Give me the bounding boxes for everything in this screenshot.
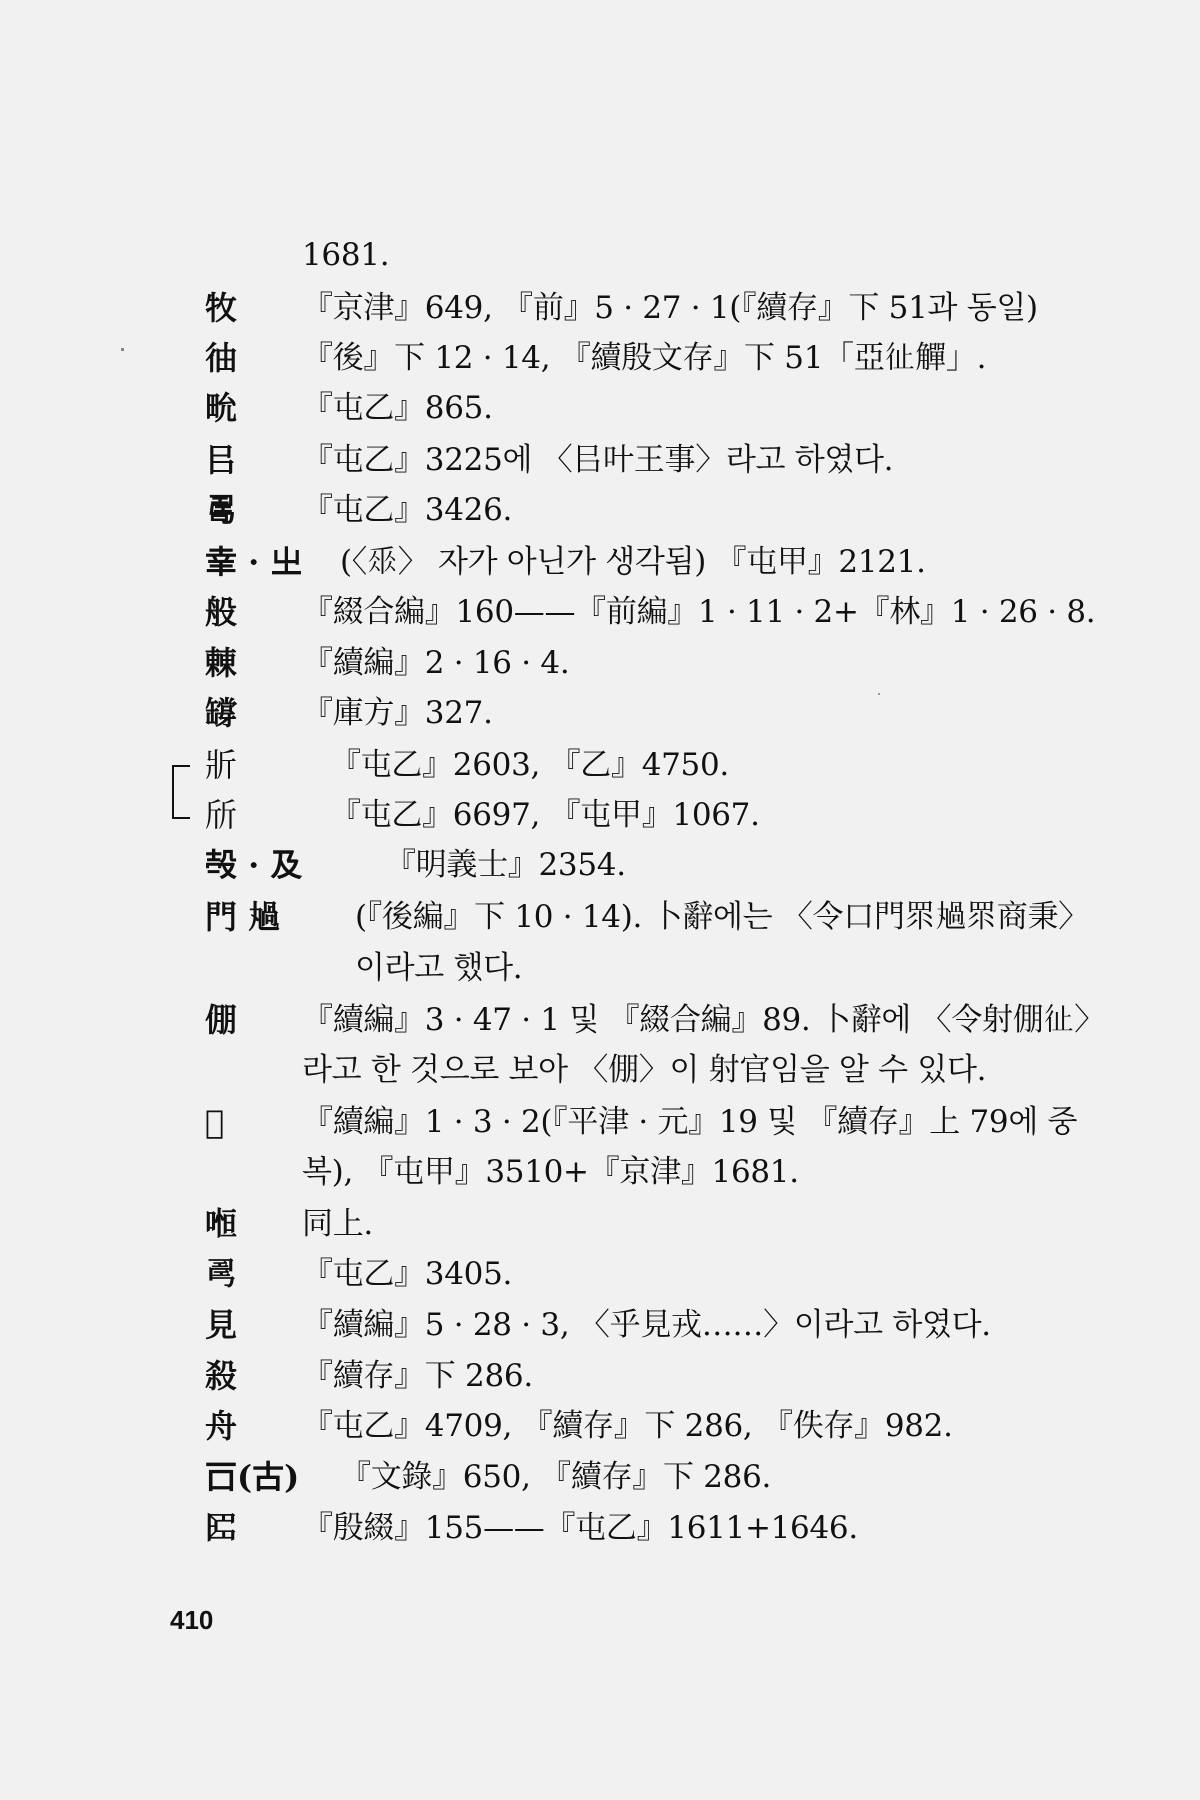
entry-text: 『殷綴』155——『屯乙』1611+1646. (302, 1510, 858, 1546)
entry-text: 『續編』5 · 28 · 3, 〈乎見戎……〉이라고 하였다. (302, 1307, 991, 1343)
entry-character: 𠷐 (205, 1205, 238, 1243)
entry-text: 『續編』3 · 47 · 1 및 『綴合編』89. 卜辭에 〈令射倗𢓊〉 (302, 1002, 1105, 1038)
entry-text: 『續存』下 286. (302, 1358, 533, 1394)
entry-character: 𠷎 (205, 491, 238, 529)
entry-text-continuation: 이라고 했다. (355, 950, 523, 986)
entry-text: (『後編』下 10 · 14). 卜辭에는 〈令口門眔𠷏眔商秉〉 (355, 899, 1089, 935)
entry-text: 同上. (302, 1206, 373, 1242)
entry-text: (〈𠂹〉 자가 아닌가 생각됨) 『屯甲』2121. (340, 544, 926, 580)
entry-character: 牧 (205, 289, 238, 327)
entry-character: 𣪊 · 及 (205, 846, 303, 884)
entry-character: 㠯 (205, 441, 238, 479)
entry-text: 『屯乙』4709, 『續存』下 286, 『佚存』982. (302, 1408, 953, 1444)
entry-text-continuation: 라고 한 것으로 보아 〈倗〉이 射官임을 알 수 있다. (302, 1052, 987, 1088)
entry-character: 斦 (205, 796, 238, 834)
entry-character: 倗 (205, 1001, 238, 1039)
entry-character: 殺 (205, 1357, 238, 1395)
entry-character: 㽙 (205, 389, 238, 427)
entry-text: 『後』下 12 · 14, 『續殷文存』下 51「亞𢓊觶」. (302, 340, 987, 376)
scan-speck (121, 348, 124, 351)
entry-character: 𠮛(古) (205, 1458, 300, 1496)
entry-text-continuation: 복), 『屯甲』3510+『京津』1681. (302, 1154, 799, 1190)
entry-text: 『屯乙』3426. (302, 492, 513, 528)
entry-text: 1681. (302, 237, 390, 273)
entry-text: 『綴合編』160——『前編』1 · 11 · 2+『林』1 · 26 · 8. (302, 594, 1096, 630)
entry-text: 『明義士』2354. (385, 847, 626, 883)
entry-character: 門 𠷏 (205, 898, 281, 936)
entry-text: 『屯乙』3405. (302, 1256, 513, 1292)
grouping-bracket (172, 765, 190, 819)
scan-speck (878, 693, 880, 695)
entry-character: 𦍒 · 㞢 (205, 543, 303, 581)
entry-character: 𦉘 (205, 694, 238, 732)
page-number: 410 (170, 1605, 214, 1635)
entry-character: 般 (205, 593, 238, 631)
entry-character: 見 (205, 1306, 238, 1344)
entry-character: 𡗩 (205, 1103, 225, 1141)
entry-character: 斨 (205, 746, 238, 784)
entry-character: 𢏚 (205, 1255, 238, 1293)
entry-character: 㯥 (205, 644, 238, 682)
entry-text: 『文錄』650, 『續存』下 286. (340, 1459, 772, 1495)
entry-text: 『屯乙』6697, 『屯甲』1067. (330, 797, 760, 833)
entry-text: 『京津』649, 『前』5 · 27 · 1(『續存』下 51과 동일) (302, 290, 1038, 326)
entry-text: 『屯乙』3225에 〈㠯叶王事〉라고 하였다. (302, 442, 894, 478)
entry-text: 『屯乙』865. (302, 390, 493, 426)
entry-character: 㣙 (205, 339, 238, 377)
entry-text: 『屯乙』2603, 『乙』4750. (330, 747, 729, 783)
entry-text: 『續編』2 · 16 · 4. (302, 645, 570, 681)
entry-character: 舟 (205, 1407, 238, 1445)
entry-character: 𠥓 (205, 1509, 238, 1547)
entry-text: 『續編』1 · 3 · 2(『平津 · 元』19 및 『續存』上 79에 중 (302, 1104, 1078, 1140)
entry-text: 『庫方』327. (302, 695, 493, 731)
